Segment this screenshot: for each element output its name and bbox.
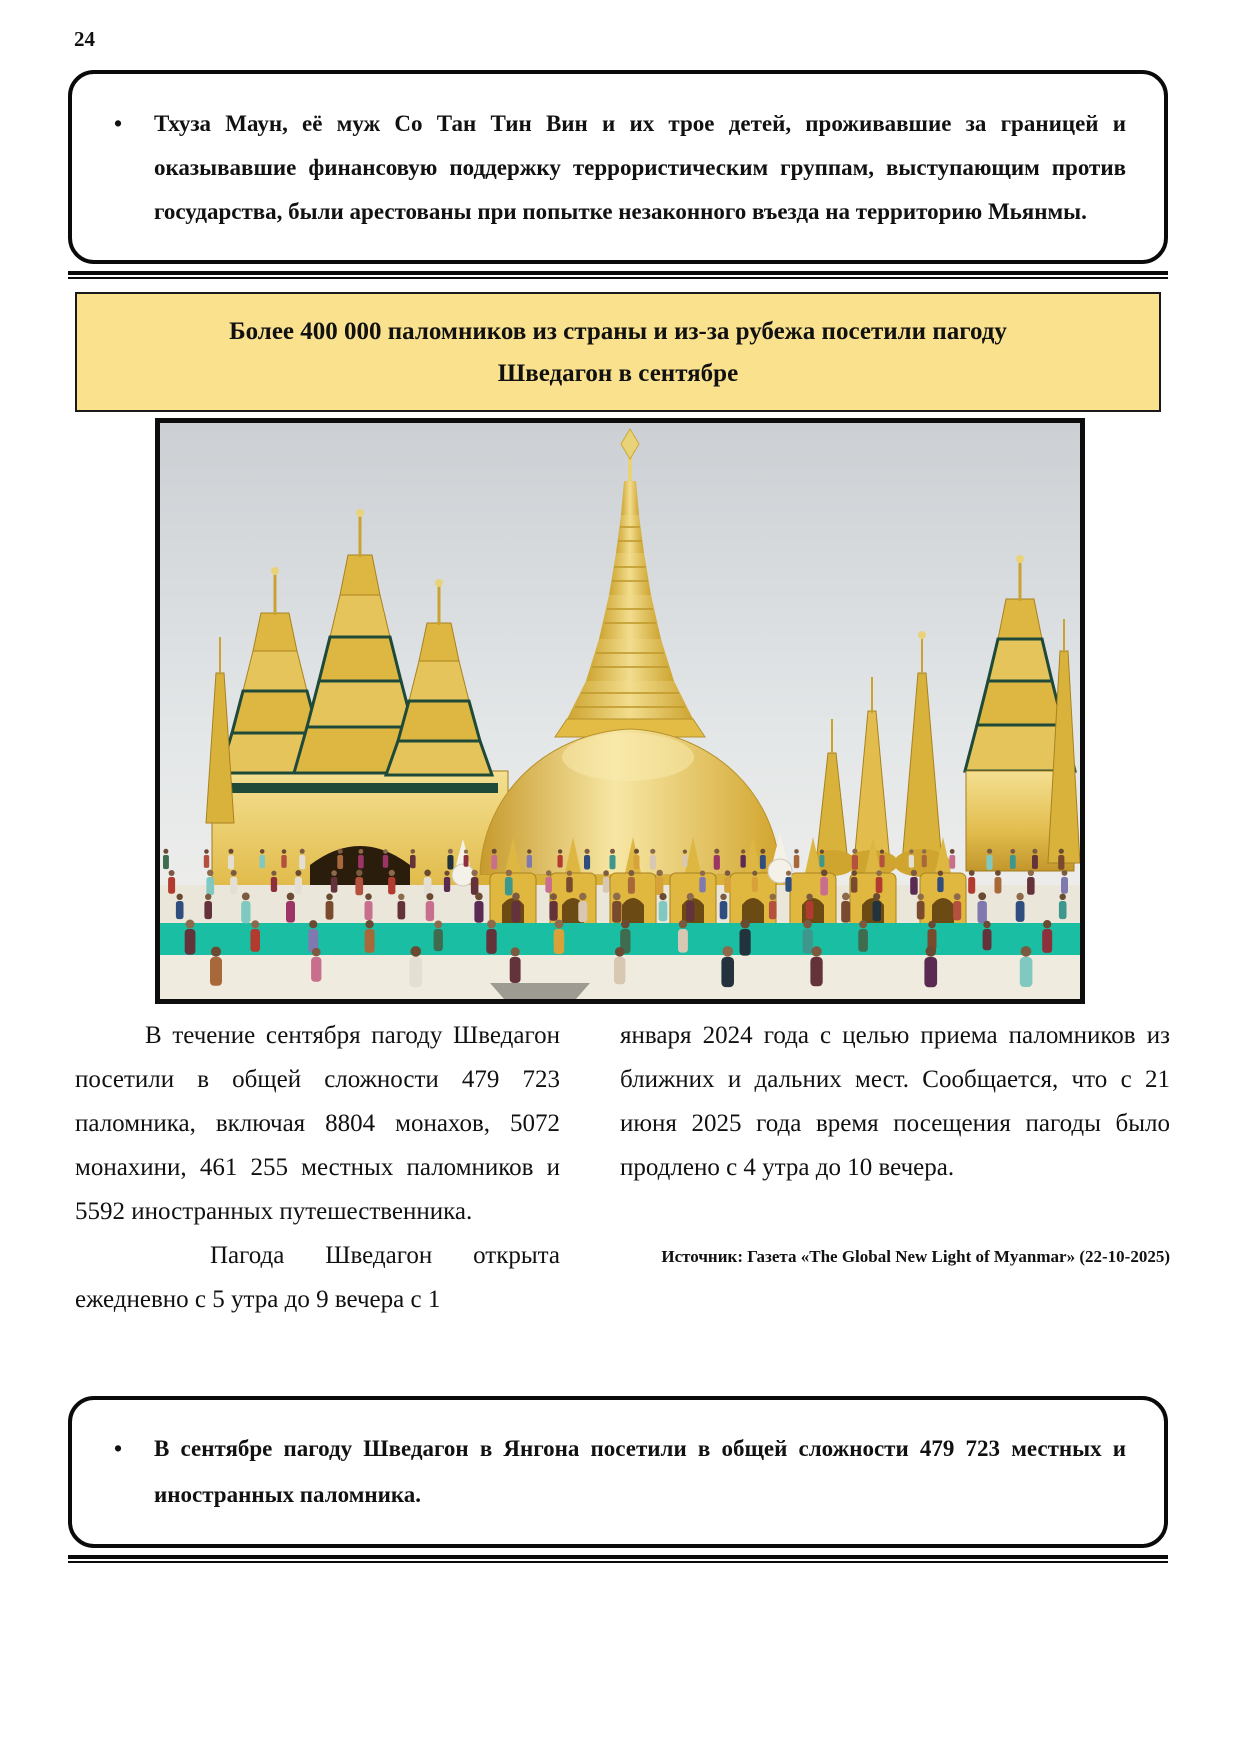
headline-line-2: Шведагон в сентябре bbox=[497, 360, 739, 387]
summary-text: В сентябре пагоду Шведагон в Янгона посетили в общей сложности 479 723 местных и иностранных паломника. bbox=[154, 1436, 1126, 1507]
source-credit: Источник: Газета «The Global New Light of Myanmar» (22-10-2025) bbox=[661, 1247, 1170, 1266]
section-divider-bottom bbox=[68, 1555, 1168, 1563]
arrest-news-text: Тхуза Маун, её муж Со Тан Тин Вин и их трое детей, проживавшие за границей и оказывавшие финансовую поддержку террористическим группам, выступающим против государства, были арестованы при попытке незаконного въезда на территорию Мьянмы. bbox=[154, 111, 1126, 224]
headline-box bbox=[75, 292, 1161, 412]
floor-tile-shadow bbox=[490, 983, 590, 999]
article-paragraph: января 2024 года с целью приема паломников из ближних и дальних мест. Сообщается, что с 21 июня 2025 года время посещения пагоды было продлено с 4 утра до 10 вечера. bbox=[620, 1022, 1170, 1181]
article-paragraph: Пагода Шведагон открыта ежедневно с 5 утра до 9 вечера с 1 bbox=[75, 1242, 560, 1313]
page-number: 24 bbox=[74, 27, 95, 51]
article-columns bbox=[75, 1014, 1170, 1366]
divider-line-thin bbox=[68, 277, 1168, 279]
section-divider-top bbox=[68, 271, 1168, 279]
divider-line-thick bbox=[68, 271, 1168, 275]
bullet-icon: • bbox=[114, 1436, 123, 1461]
divider-line-thin bbox=[68, 1561, 1168, 1563]
pagoda-photo bbox=[155, 418, 1085, 1004]
article-right-column bbox=[620, 1014, 1170, 1268]
pagoda-photo-illustration bbox=[160, 423, 1080, 999]
bullet-icon: • bbox=[114, 111, 123, 136]
summary-box bbox=[68, 1396, 1168, 1548]
divider-line-thick bbox=[68, 1555, 1168, 1559]
article-paragraph: В течение сентября пагоду Шведагон посетили в общей сложности 479 723 паломника, включая 8804 монахов, 5072 монахини, 461 255 местных паломников и 5592 иностранных путешественника. bbox=[75, 1022, 560, 1225]
arrest-news-box bbox=[68, 70, 1168, 264]
article-left-column bbox=[75, 1014, 560, 1322]
headline-line-1: Более 400 000 паломников из страны и из-за рубежа посетили пагоду bbox=[229, 318, 1007, 345]
